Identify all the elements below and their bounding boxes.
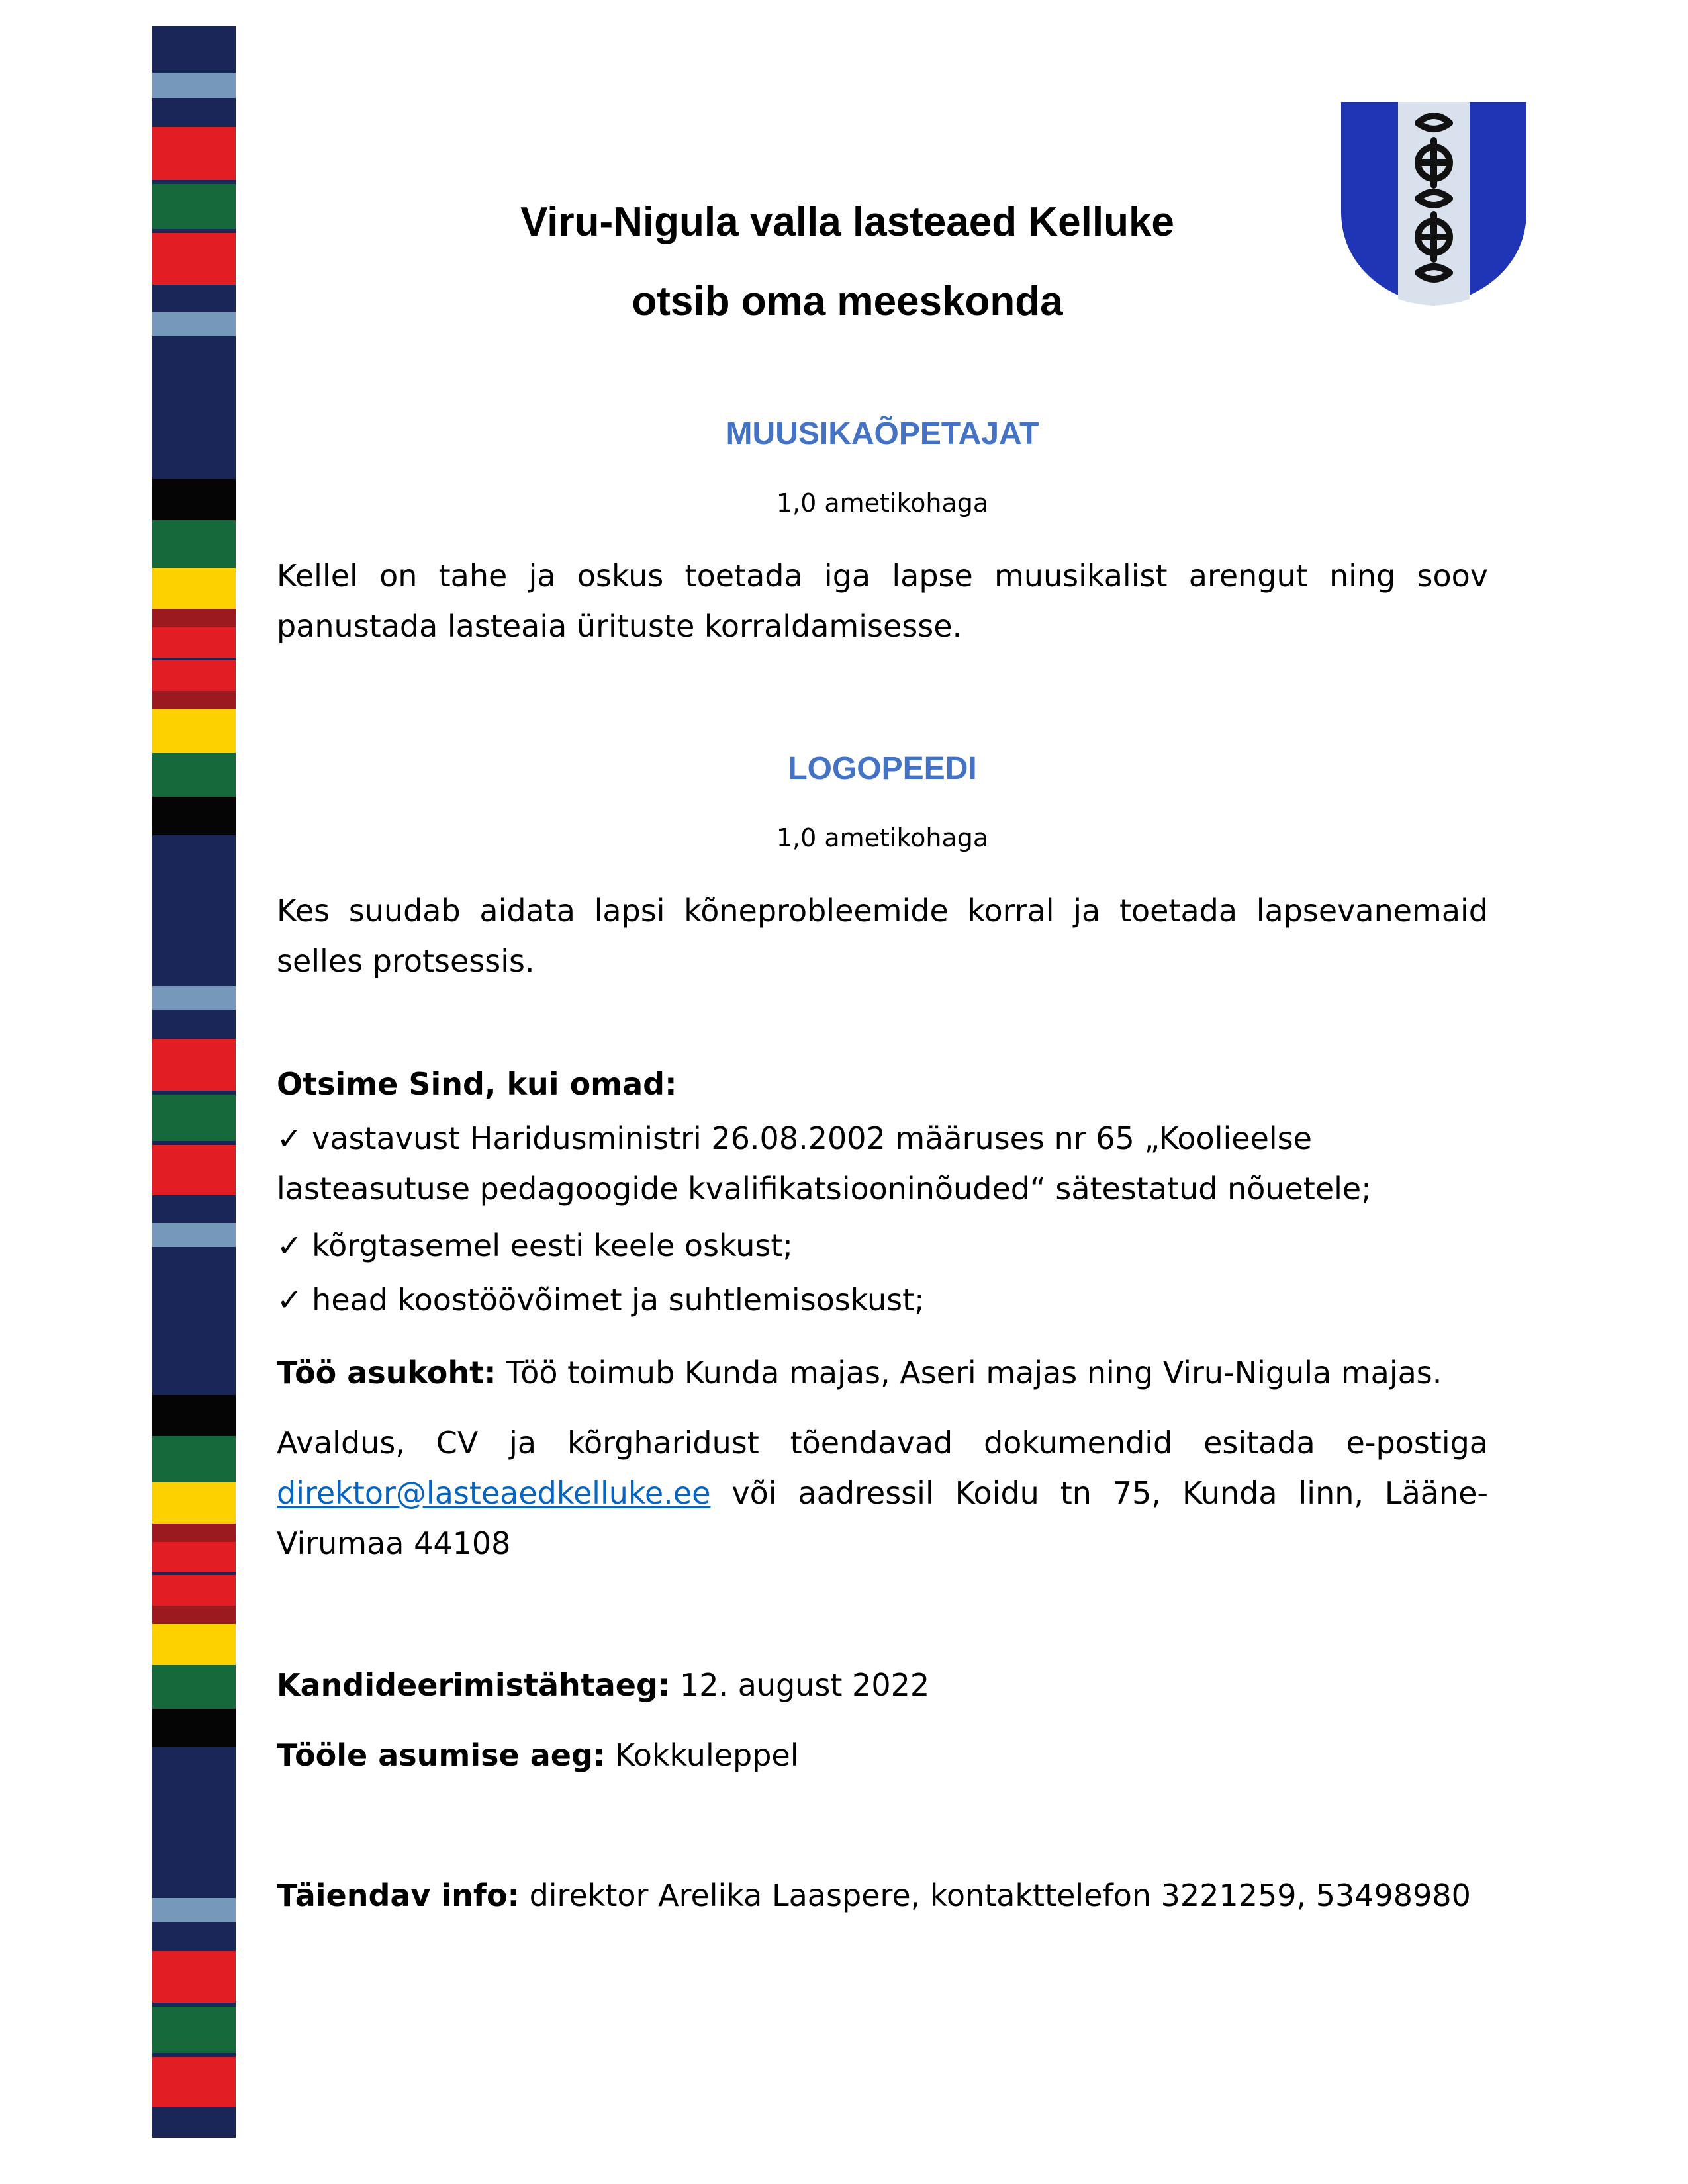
stripe-segment — [152, 1747, 236, 1898]
start-label: Tööle asumise aeg: — [277, 1737, 606, 1773]
stripe-segment — [152, 1247, 236, 1395]
stripe-segment — [152, 1524, 236, 1542]
requirement-item: ✓ vastavust Haridusministri 26.08.2002 määruses nr 65 „Koolieelse lasteasutuse pedagoogide kvalifikatsiooninõuded“ sätestatud nõuetele; — [277, 1120, 1372, 1206]
work-location — [277, 1347, 1508, 1398]
application-instructions — [277, 1418, 1488, 1569]
stripe-segment — [152, 520, 236, 568]
stripe-segment — [152, 797, 236, 835]
stripe-segment — [152, 1606, 236, 1624]
stripe-segment — [152, 1624, 236, 1665]
position-workload: 1,0 ametikohaga — [776, 823, 989, 852]
requirement-item: ✓ kõrgtasemel eesti keele oskust; — [277, 1228, 793, 1263]
contact-info — [277, 1870, 1508, 1921]
stripe-segment — [152, 184, 236, 229]
stripe-segment — [152, 1195, 236, 1223]
work-location-label: Töö asukoht: — [277, 1355, 496, 1390]
stripe-segment — [152, 1482, 236, 1524]
stripe-segment — [152, 660, 236, 691]
stripe-segment — [152, 127, 236, 180]
application-address: või aadressil Koidu tn 75, Kunda linn, Lääne-Virumaa 44108 — [277, 1475, 1488, 1561]
coat-of-arms-icon — [1338, 99, 1529, 308]
start-date — [277, 1730, 1508, 1780]
deadline-label: Kandideerimistähtaeg: — [277, 1667, 671, 1703]
stripe-segment — [152, 2007, 236, 2053]
stripe-segment — [152, 627, 236, 658]
stripe-segment — [152, 1542, 236, 1572]
stripe-segment — [152, 568, 236, 609]
stripe-segment — [152, 1010, 236, 1039]
stripe-segment — [152, 233, 236, 285]
stripe-segment — [152, 1665, 236, 1709]
contact-label: Täiendav info: — [277, 1878, 520, 1913]
stripe-segment — [152, 1709, 236, 1747]
stripe-segment — [152, 1575, 236, 1606]
start-value: Kokkuleppel — [605, 1737, 799, 1773]
stripe-segment — [152, 1223, 236, 1247]
stripe-segment — [152, 1951, 236, 2003]
page-title-line-1: Viru-Nigula valla lasteaed Kelluke — [520, 199, 1174, 245]
deadline-value: 12. august 2022 — [670, 1667, 930, 1703]
stripe-segment — [152, 312, 236, 336]
stripe-segment — [152, 1039, 236, 1091]
stripe-segment — [152, 753, 236, 797]
stripe-segment — [152, 2057, 236, 2107]
stripe-segment — [152, 336, 236, 479]
application-deadline — [277, 1660, 1508, 1710]
requirements-heading: Otsime Sind, kui omad: — [277, 1066, 677, 1102]
page-title-line-2: otsib oma meeskonda — [632, 279, 1063, 324]
position-description: Kellel on tahe ja oskus toetada iga lapse muusikalist arengut ning soov panustada lasteaia ürituste korraldamisesse. — [277, 558, 1488, 644]
stripe-segment — [152, 73, 236, 98]
stripe-segment — [152, 98, 236, 127]
work-location-value: Töö toimub Kunda majas, Aseri majas ning Viru-Nigula majas. — [496, 1355, 1442, 1390]
stripe-segment — [152, 691, 236, 709]
stripe-segment — [152, 835, 236, 986]
position-workload: 1,0 ametikohaga — [776, 488, 989, 518]
stripe-segment — [152, 1436, 236, 1482]
stripe-segment — [152, 26, 236, 73]
stripe-segment — [152, 609, 236, 627]
stripe-segment — [152, 1145, 236, 1195]
stripe-segment — [152, 1898, 236, 1922]
stripe-segment — [152, 479, 236, 520]
contact-value: direktor Arelika Laaspere, kontakttelefon 3221259, 53498980 — [519, 1878, 1471, 1913]
position-heading-music-teacher: MUUSIKAÕPETAJAT — [726, 416, 1039, 451]
position-heading-speech-therapist: LOGOPEEDI — [788, 751, 977, 786]
email-link[interactable]: direktor@lasteaedkelluke.ee — [277, 1475, 711, 1511]
application-text: Avaldus, CV ja kõrgharidust tõendavad dokumendid esitada e-postiga — [277, 1425, 1488, 1461]
stripe-segment — [152, 1395, 236, 1436]
stripe-segment — [152, 1922, 236, 1951]
position-description: Kes suudab aidata lapsi kõneprobleemide korral ja toetada lapsevanemaid selles protsessis. — [277, 893, 1488, 979]
stripe-segment — [152, 709, 236, 753]
stripe-segment — [152, 2107, 236, 2138]
stripe-segment — [152, 986, 236, 1010]
stripe-segment — [152, 285, 236, 312]
requirement-item: ✓ head koostöövõimet ja suhtlemisoskust; — [277, 1282, 925, 1318]
stripe-segment — [152, 1095, 236, 1141]
